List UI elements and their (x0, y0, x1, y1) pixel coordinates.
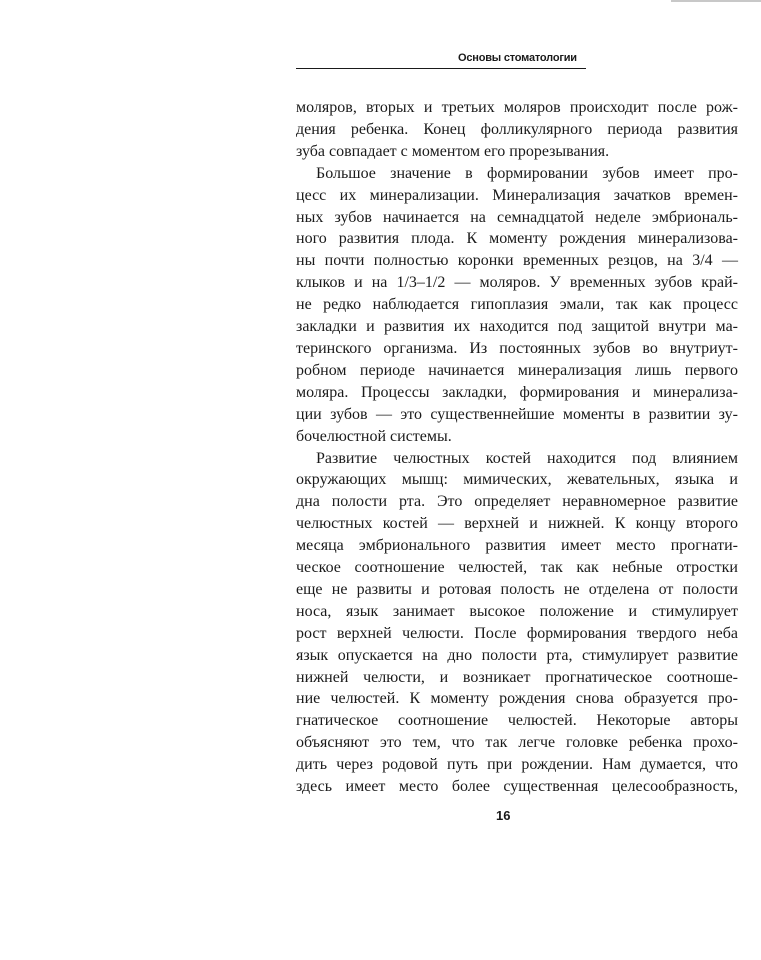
paragraph (296, 97, 738, 163)
text-line: ции зубов — это существеннейшие моменты в развитии зу- (296, 405, 738, 423)
running-title: Основы стоматологии (458, 52, 577, 64)
text-line: зуба совпадает с моментом его прорезывания. (296, 142, 610, 160)
text-line: бочелюстной системы. (296, 427, 452, 445)
text-line: ного развития плода. К моменту рождения минерализова- (296, 230, 738, 248)
paragraph (296, 163, 738, 448)
text-line: нижней челюсти, и возникает прогнатическое соотноше- (296, 668, 738, 686)
paragraph (296, 448, 738, 799)
top-edge-mark (671, 0, 761, 2)
text-line: здесь имеет место более существенная целесообразность, (296, 778, 738, 796)
text-line: дения ребенка. Конец фолликулярного периода развития (296, 120, 738, 138)
text-line: дить через родовой путь при рождении. Нам думается, что (296, 756, 738, 774)
text-line: гнатическое соотношение челюстей. Некоторые авторы (296, 712, 738, 730)
text-line: не редко наблюдается гипоплазия эмали, так как процесс (296, 296, 738, 314)
text-line: клыков и на 1/3–1/2 — моляров. У временных зубов край- (296, 274, 738, 292)
text-line: язык опускается на дно полости рта, стимулирует развитие (296, 646, 738, 664)
header-rule (296, 68, 586, 69)
text-line: объясняют это тем, что так легче головке ребенка прохо- (296, 734, 738, 752)
text-line: еще не развиты и ротовая полость не отделена от полости (296, 580, 738, 598)
text-line: закладки и развития их находится под защитой внутри ма- (296, 318, 738, 336)
text-line: Большое значение в формировании зубов имеет про- (316, 164, 738, 182)
text-line: моляров, вторых и третьих моляров происходит после рож- (296, 99, 738, 116)
text-line: теринского организма. Из постоянных зубов во внутриут- (296, 339, 738, 357)
text-line: ние челюстей. К моменту рождения снова образуется про- (296, 690, 738, 708)
text-line: Развитие челюстных костей находится под влиянием (316, 449, 738, 467)
text-line: моляра. Процессы закладки, формирования и минерализа- (296, 383, 738, 401)
page-number: 16 (496, 808, 511, 823)
text-line: ны почти полностью коронки временных резцов, на 3/4 — (296, 252, 738, 270)
text-line: носа, язык занимает высокое положение и стимулирует (296, 602, 738, 620)
text-line: месяца эмбрионального развития имеет место прогнати- (296, 537, 738, 555)
text-line: ческое соотношение челюстей, так как небные отростки (296, 559, 738, 577)
text-line: ных зубов начинается на семнадцатой неделе эмбриональ- (296, 208, 738, 226)
text-line: окружающих мышц: мимических, жевательных, языка и (296, 471, 738, 489)
text-line: робном периоде начинается минерализация лишь первого (296, 361, 738, 379)
body-text (296, 97, 738, 798)
text-line: челюстных костей — верхней и нижней. К концу второго (296, 515, 738, 533)
text-line: цесс их минерализации. Минерализация зачатков времен- (296, 186, 738, 204)
text-line: дна полости рта. Это определяет неравномерное развитие (296, 493, 738, 511)
text-line: рост верхней челюсти. После формирования твердого неба (296, 624, 738, 642)
